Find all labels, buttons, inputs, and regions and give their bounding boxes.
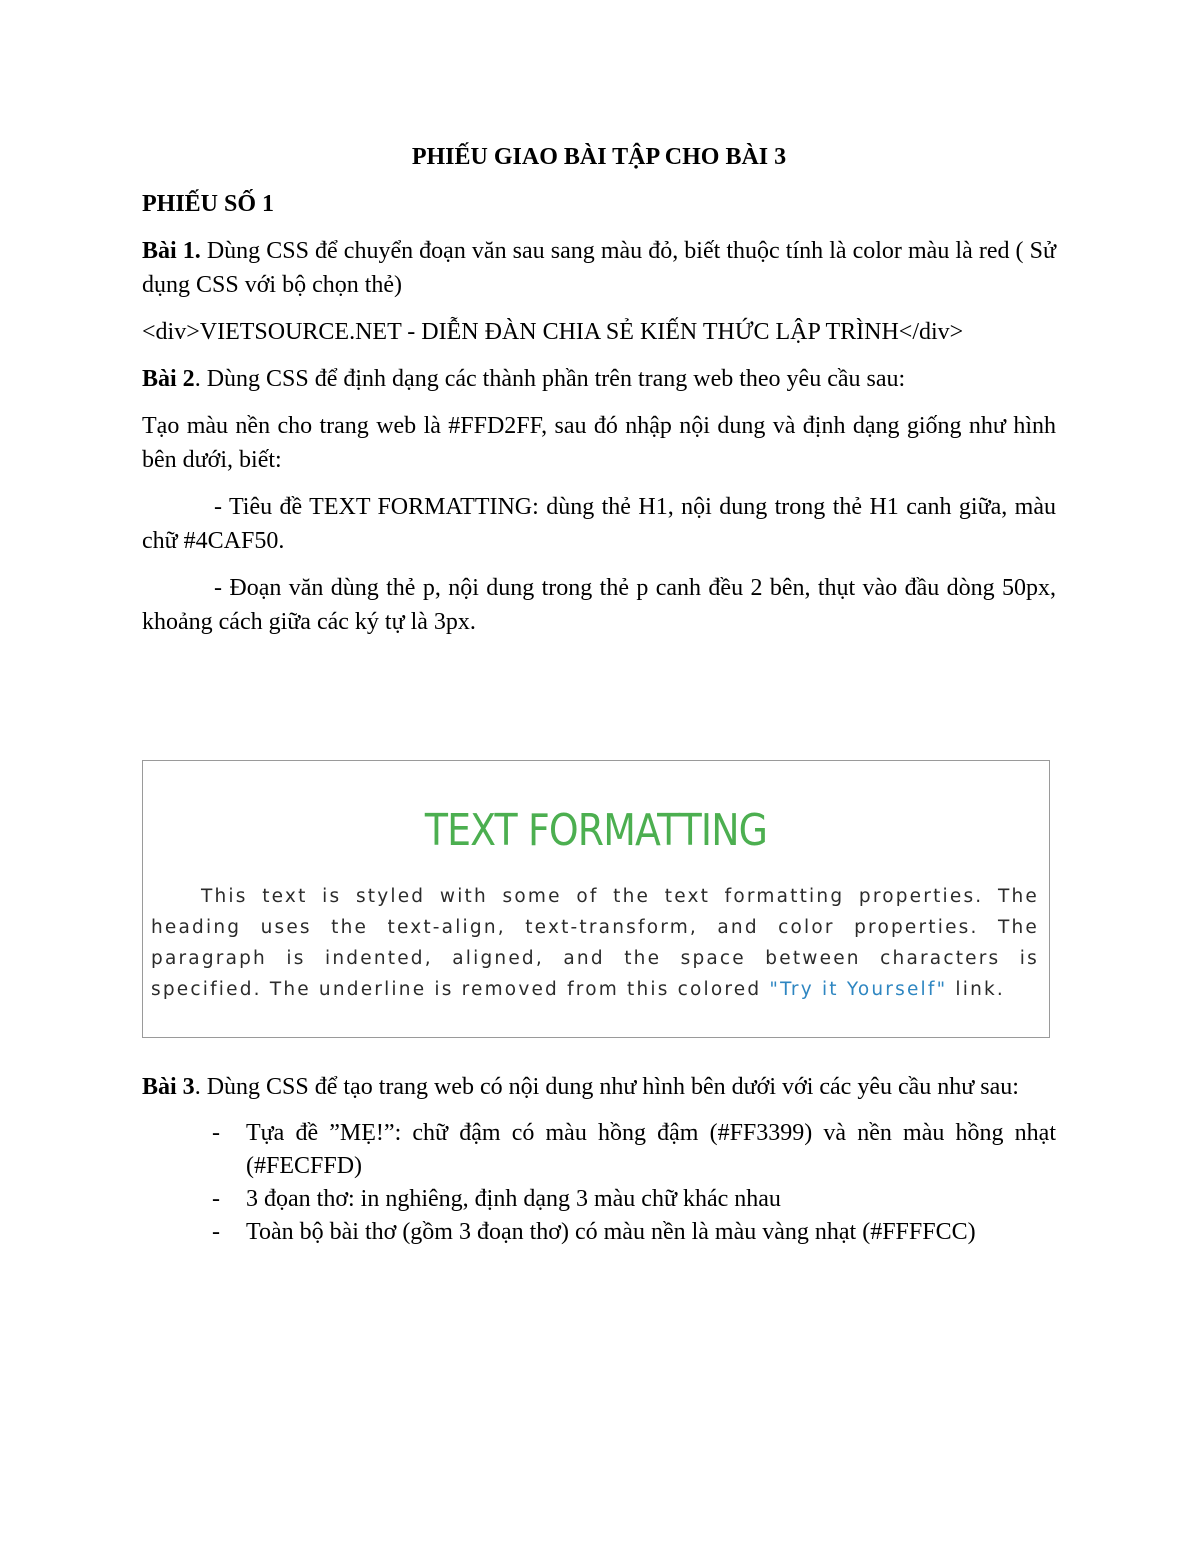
worksheet-page xyxy=(142,140,1056,652)
figure-heading: TEXT FORMATTING xyxy=(424,805,768,856)
list-item xyxy=(212,1216,1056,1249)
exercise-1-label: Bài 1. xyxy=(142,238,201,264)
exercise-1 xyxy=(142,234,1056,302)
figure-paragraph-text: This text is styled with some of the text formatting properties. The heading uses the text-align, text-transform, and color properties. The paragraph is indented, aligned, and the space between characters is specified. The underline is removed from this colored xyxy=(151,886,1039,1000)
exercise-2-intro: Tạo màu nền cho trang web là #FFD2FF, sau đó nhập nội dung và định dạng giống như hình bên dưới, biết: xyxy=(142,413,1056,473)
exercise-3-requirements xyxy=(142,1117,1056,1249)
exercise-3-label: Bài 3 xyxy=(142,1074,195,1100)
sheet-number: PHIẾU SỐ 1 xyxy=(142,191,275,217)
exercise-3-section xyxy=(142,1070,1056,1249)
exercise-2-label: Bài 2 xyxy=(142,366,195,392)
exercise-2 xyxy=(142,362,1056,396)
sample-webpage-figure xyxy=(142,760,1050,1038)
exercise-2-requirement-1: - Tiêu đề TEXT FORMATTING: dùng thẻ H1, nội dung trong thẻ H1 canh giữa, màu chữ #4CAF50. xyxy=(142,494,1056,554)
document-title: PHIẾU GIAO BÀI TẬP CHO BÀI 3 xyxy=(411,144,787,170)
figure-paragraph xyxy=(151,881,1039,1005)
exercise-1-text: Dùng CSS để chuyển đoạn văn sau sang màu đỏ, biết thuộc tính là color màu là red ( Sử dụng CSS với bộ chọn thẻ) xyxy=(142,238,1056,298)
bullet-dash: - xyxy=(212,1120,220,1146)
figure-paragraph-end: link. xyxy=(947,979,1005,1000)
exercise-3-text: . Dùng CSS để tạo trang web có nội dung như hình bên dưới với các yêu cầu như sau: xyxy=(194,1074,1019,1100)
exercise-2-text: . Dùng CSS để định dạng các thành phần trên trang web theo yêu cầu sau: xyxy=(194,366,906,392)
list-item xyxy=(212,1183,1056,1216)
exercise-2-requirement-2: - Đoạn văn dùng thẻ p, nội dung trong thẻ p canh đều 2 bên, thụt vào đầu dòng 50px, khoảng cách giữa các ký tự là 3px. xyxy=(142,575,1056,635)
list-item xyxy=(212,1117,1056,1183)
list-item-text: Tựa đề ”MẸ!”: chữ đậm có màu hồng đậm (#FF3399) và nền màu hồng nhạt (#FECFFD) xyxy=(246,1120,1056,1179)
list-item-text: 3 đọan thơ: in nghiêng, định dạng 3 màu chữ khác nhau xyxy=(246,1186,781,1212)
exercise-1-code: <div>VIETSOURCE.NET - DIỄN ĐÀN CHIA SẺ KIẾN THỨC LẬP TRÌNH</div> xyxy=(142,319,964,345)
bullet-dash: - xyxy=(212,1186,220,1212)
exercise-3 xyxy=(142,1070,1056,1104)
list-item-text: Toàn bộ bài thơ (gồm 3 đoạn thơ) có màu nền là màu vàng nhạt (#FFFFCC) xyxy=(246,1219,976,1245)
try-it-yourself-link[interactable]: "Try it Yourself" xyxy=(769,979,948,1000)
bullet-dash: - xyxy=(212,1219,220,1245)
